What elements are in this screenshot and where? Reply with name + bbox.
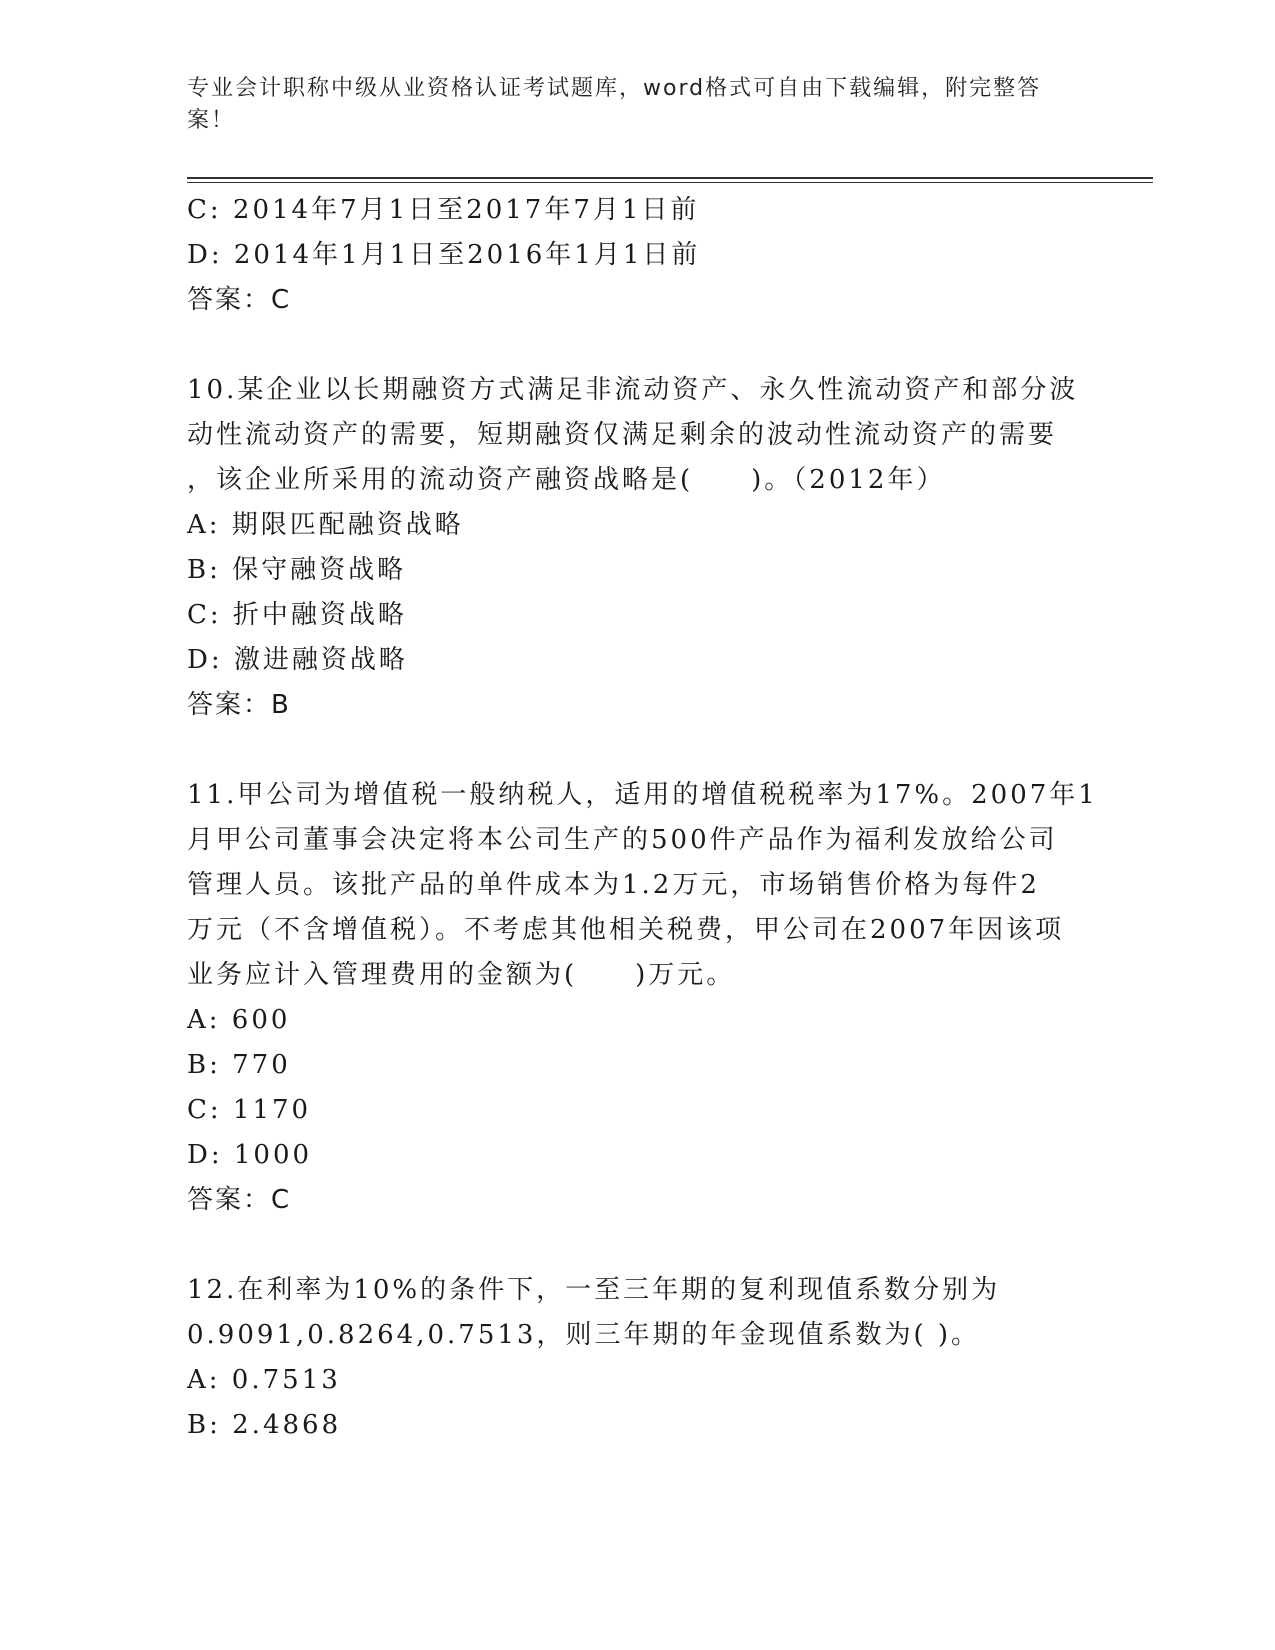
question-stem-line: 10.某企业以长期融资方式满足非流动资产、永久性流动资产和部分波: [187, 375, 1079, 405]
answer: 答案：B: [187, 690, 291, 720]
option-a: A: 0.7513: [187, 1365, 341, 1395]
header-line-2: 案！: [187, 108, 236, 133]
spacer: [187, 728, 1087, 773]
question-10: [187, 368, 1087, 728]
question-stem-line: 业务应计入管理费用的金额为( )万元。: [187, 960, 736, 990]
question-11: [187, 773, 1098, 1223]
spacer: [187, 323, 1087, 368]
header-divider: [187, 177, 1153, 183]
option-b: B: 保守融资战略: [187, 555, 407, 585]
option-d: D: 激进融资战略: [187, 645, 408, 675]
question-12: [187, 1268, 1087, 1448]
option-c: C: 2014年7月1日至2017年7月1日前: [187, 195, 700, 225]
page-header: [187, 73, 1067, 137]
header-line-1: 专业会计职称中级从业资格认证考试题库，word格式可自由下载编辑，附完整答: [187, 76, 1042, 101]
answer: 答案：C: [187, 285, 292, 315]
answer: 答案：C: [187, 1185, 292, 1215]
spacer: [187, 1223, 1087, 1268]
option-d: D: 1000: [187, 1140, 313, 1170]
question-stem-line: 11.甲公司为增值税一般纳税人，适用的增值税税率为17%。2007年1: [187, 780, 1098, 810]
question-9: [187, 188, 1087, 323]
question-stem-line: ，该企业所采用的流动资产融资战略是( )。（2012年）: [187, 465, 946, 495]
question-stem-line: 动性流动资产的需要，短期融资仅满足剩余的波动性流动资产的需要: [187, 420, 1058, 450]
option-c: C: 1170: [187, 1095, 312, 1125]
option-b: B: 2.4868: [187, 1410, 342, 1440]
question-content: [187, 188, 1098, 1448]
question-stem-line: 管理人员。该批产品的单件成本为1.2万元，市场销售价格为每件2: [187, 870, 1040, 900]
option-a: A: 600: [187, 1005, 291, 1035]
option-c: C: 折中融资战略: [187, 600, 407, 630]
option-d: D: 2014年1月1日至2016年1月1日前: [187, 240, 701, 270]
question-stem-line: 12.在利率为10%的条件下，一至三年期的复利现值系数分别为: [187, 1275, 1001, 1305]
question-stem-line: 0.9091,0.8264,0.7513，则三年期的年金现值系数为( )。: [187, 1320, 981, 1350]
option-b: B: 770: [187, 1050, 291, 1080]
question-stem-line: 万元（不含增值税）。不考虑其他相关税费，甲公司在2007年因该项: [187, 915, 1065, 945]
option-a: A: 期限匹配融资战略: [187, 510, 464, 540]
question-stem-line: 月甲公司董事会决定将本公司生产的500件产品作为福利发放给公司: [187, 825, 1058, 855]
